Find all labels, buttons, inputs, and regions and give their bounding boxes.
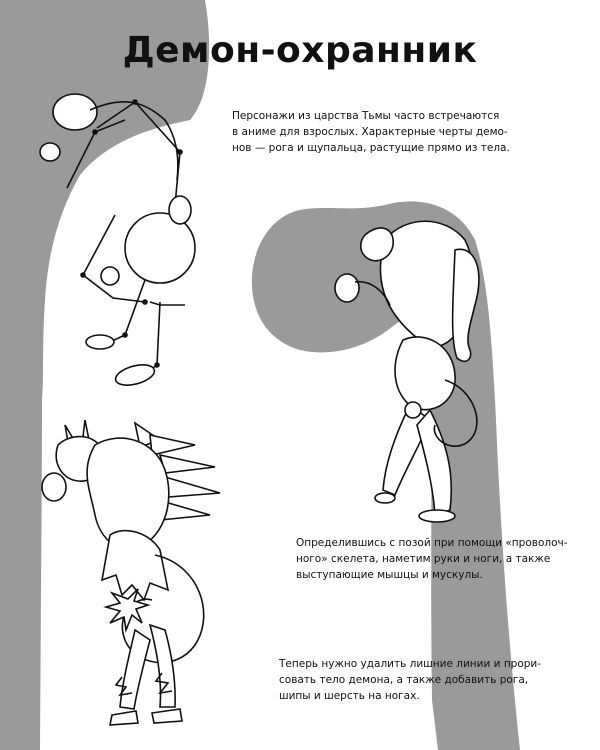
intro-paragraph	[232, 108, 510, 156]
intro-line: в аниме для взрослых. Характерные черты демо-	[232, 126, 508, 138]
step3-paragraph	[279, 656, 541, 704]
intro-line: Персонажи из царства Тьмы часто встречаются	[232, 110, 500, 122]
page-title: Демон-охранник	[122, 30, 478, 71]
finished-demon-sketch	[40, 415, 250, 730]
wire-skeleton-sketch	[35, 80, 235, 400]
step2-paragraph	[296, 535, 568, 583]
step3-line: совать тело демона, а также добавить рога,	[279, 674, 529, 686]
bg-left-column	[0, 395, 42, 750]
step2-line: выступающие мышцы и мускулы.	[296, 569, 483, 581]
muscle-form-sketch	[325, 210, 505, 525]
step2-line: Определившись с позой при помощи «проволоч-	[296, 537, 568, 549]
step3-line: шипы и шерсть на ногах.	[279, 690, 420, 702]
step3-line: Теперь нужно удалить лишние линии и прори-	[279, 658, 542, 670]
step2-line: ного» скелета, наметим руки и ноги, а также	[296, 553, 551, 565]
intro-line: нов — рога и щупальца, растущие прямо из тела.	[232, 142, 510, 154]
